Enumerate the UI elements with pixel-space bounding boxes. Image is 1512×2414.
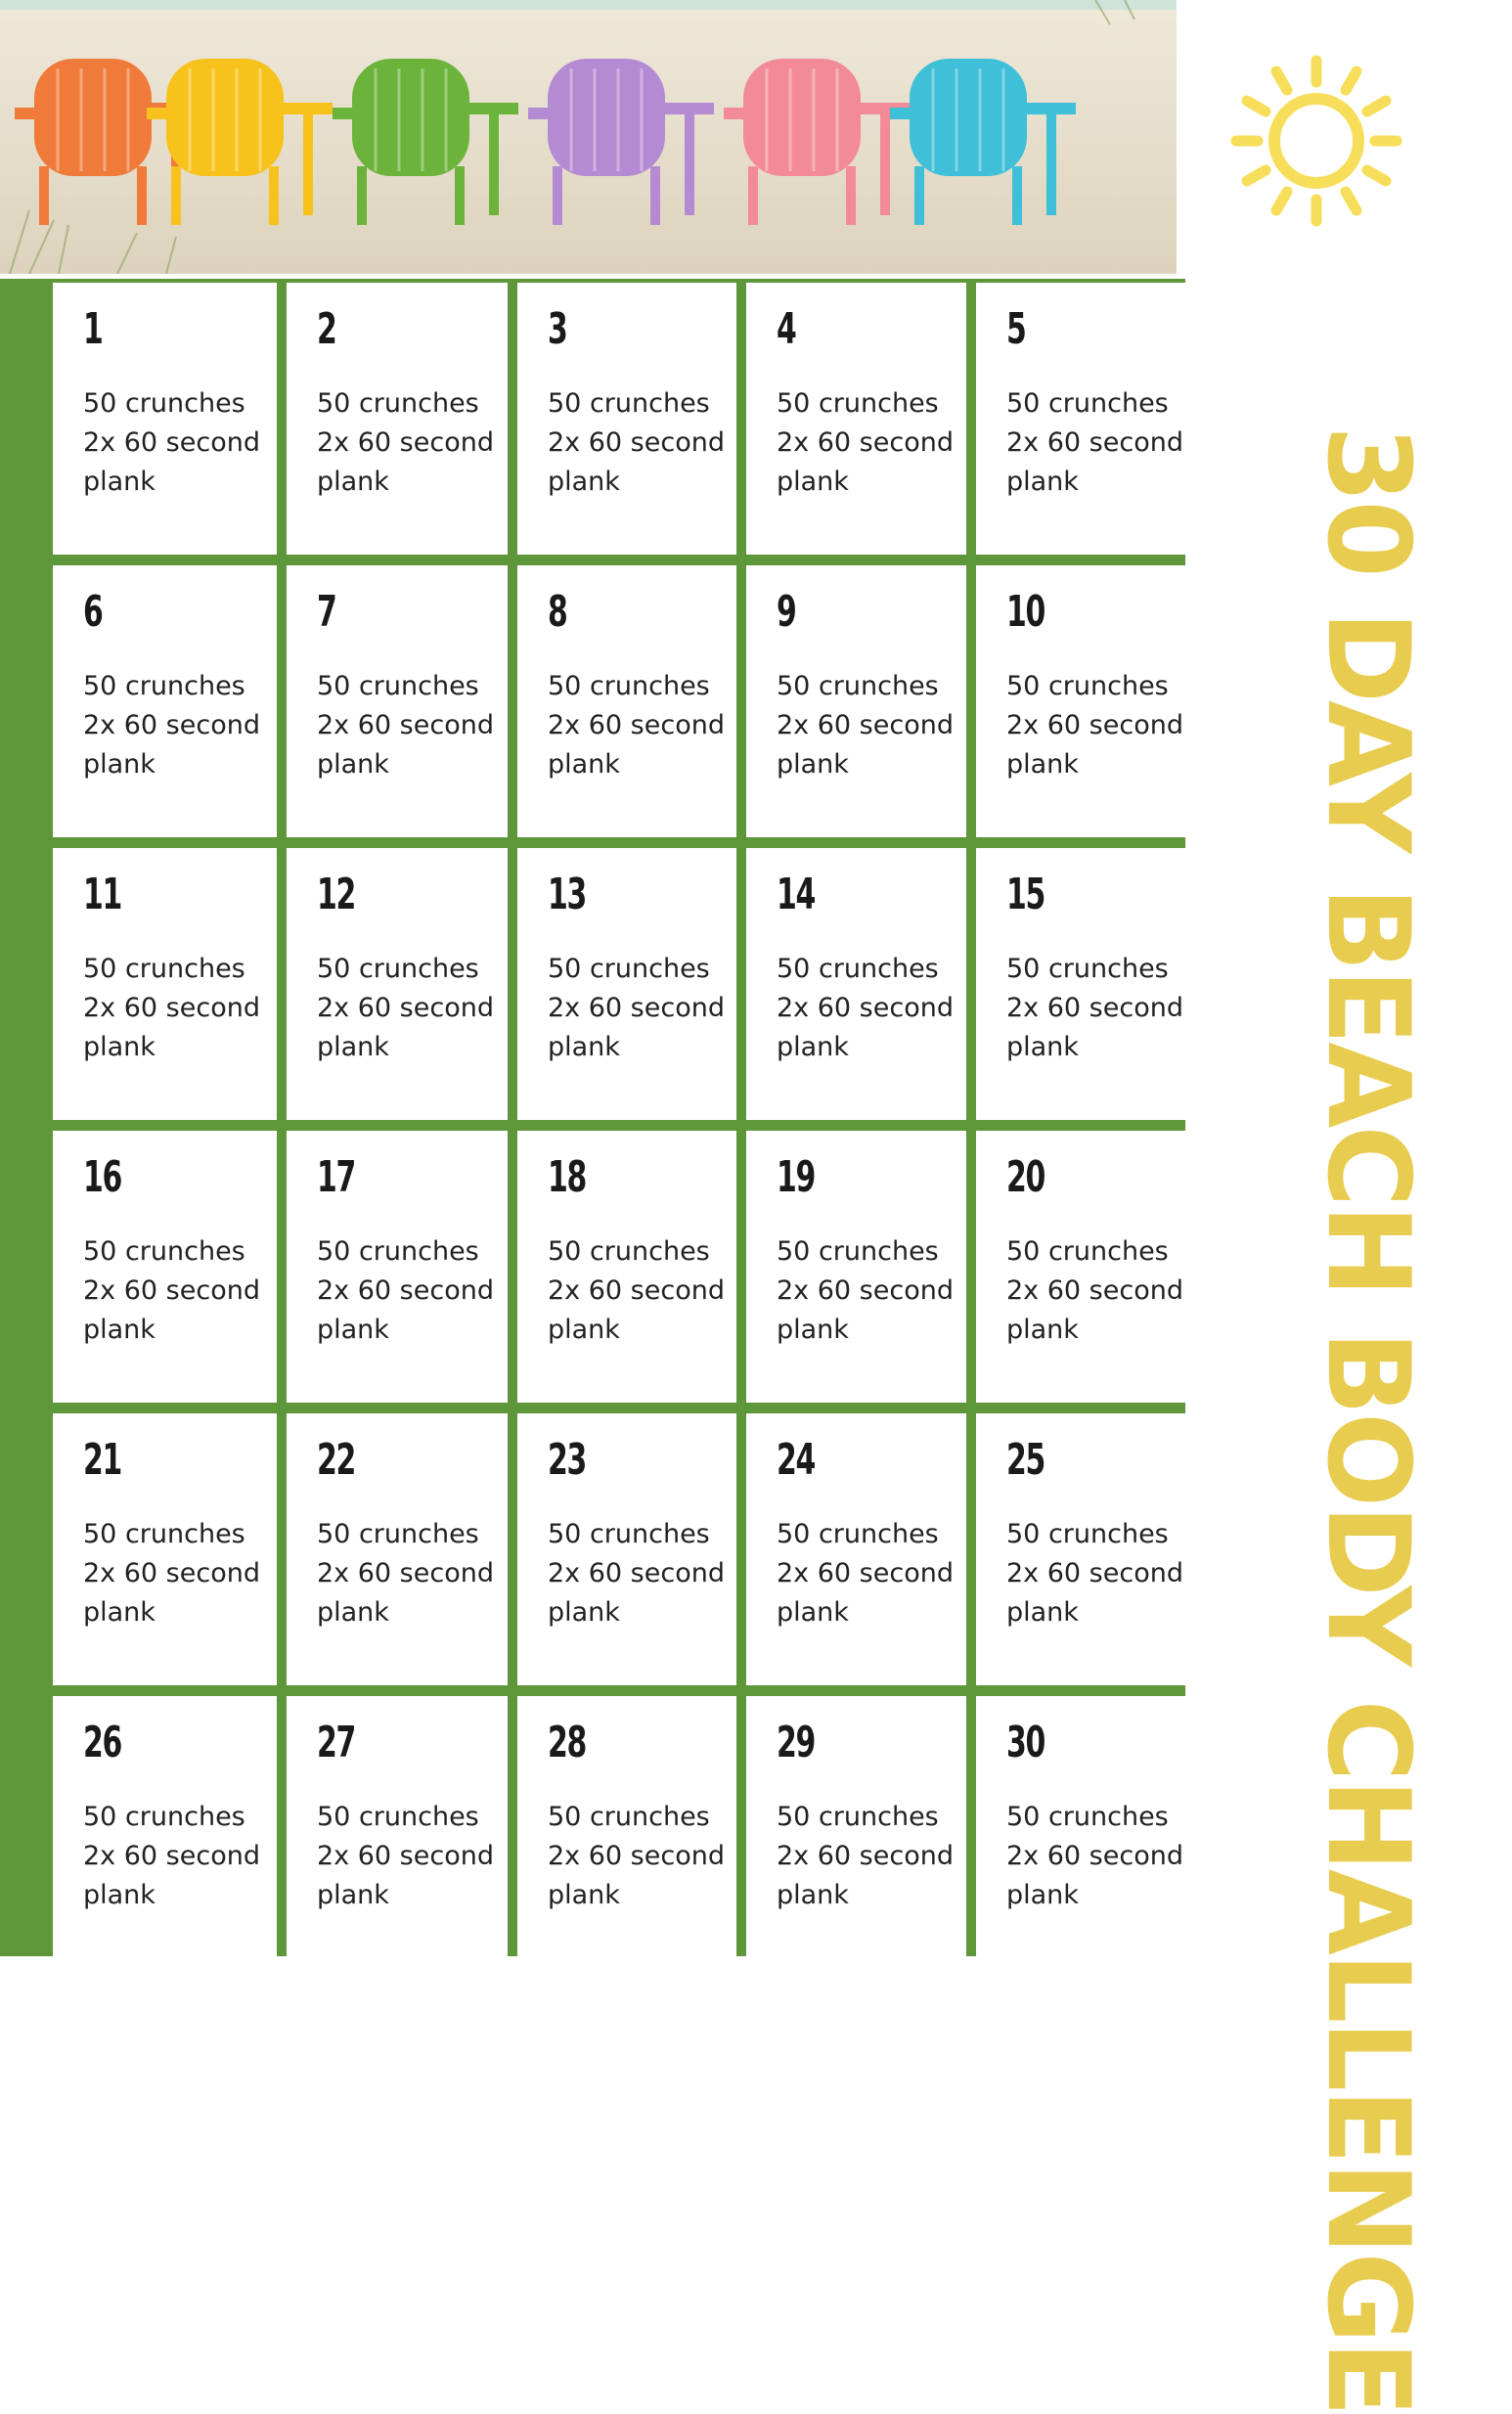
day-cell: [746, 565, 966, 837]
day-number: 20: [1006, 1152, 1045, 1202]
exercise-line: 2x 60 second: [317, 1558, 494, 1588]
exercise-line: 50 crunches: [1006, 1236, 1169, 1267]
day-cell: [746, 848, 966, 1120]
day-cell: [287, 848, 508, 1120]
day-exercise: [317, 1798, 508, 1915]
exercise-line: 2x 60 second: [777, 1275, 954, 1306]
day-exercise: [83, 1232, 277, 1350]
exercise-line: plank: [777, 1880, 849, 1910]
day-cell: [746, 1413, 966, 1685]
day-cell: [517, 1696, 736, 1968]
exercise-line: 2x 60 second: [317, 710, 494, 740]
day-exercise: [83, 950, 277, 1067]
exercise-line: 2x 60 second: [83, 1558, 260, 1588]
day-number: 9: [777, 587, 796, 637]
day-exercise: [777, 384, 966, 502]
day-cell: [517, 848, 736, 1120]
exercise-line: 50 crunches: [83, 671, 245, 701]
exercise-line: 50 crunches: [1006, 1802, 1169, 1832]
day-number: 19: [777, 1152, 815, 1202]
exercise-line: 50 crunches: [317, 954, 479, 984]
sun-ray: [1276, 192, 1287, 210]
day-exercise: [83, 667, 277, 784]
exercise-line: 2x 60 second: [777, 993, 954, 1023]
day-cell: [517, 565, 736, 837]
exercise-line: 50 crunches: [548, 1519, 710, 1549]
day-cell: [287, 1696, 508, 1968]
exercise-line: plank: [1006, 1597, 1079, 1628]
day-cell: [287, 565, 508, 837]
exercise-line: 50 crunches: [1006, 388, 1169, 419]
day-exercise: [1006, 667, 1193, 784]
day-exercise: [548, 384, 736, 502]
exercise-line: plank: [548, 1597, 620, 1628]
exercise-line: plank: [1006, 1032, 1079, 1062]
day-cell: [53, 283, 277, 555]
exercise-line: plank: [777, 467, 849, 497]
exercise-line: plank: [83, 467, 156, 497]
exercise-line: 2x 60 second: [317, 427, 494, 458]
exercise-line: 2x 60 second: [1006, 1841, 1183, 1871]
day-cell: [976, 1413, 1193, 1685]
sun-ray: [1247, 101, 1266, 112]
day-cell: [746, 283, 966, 555]
day-exercise: [777, 667, 966, 784]
exercise-line: 50 crunches: [317, 388, 479, 419]
exercise-line: 50 crunches: [777, 1236, 939, 1267]
day-cell: [976, 1696, 1193, 1968]
day-cell: [976, 1131, 1193, 1403]
exercise-line: 50 crunches: [1006, 671, 1169, 701]
exercise-line: plank: [317, 749, 389, 780]
day-number: 3: [548, 304, 567, 354]
exercise-line: plank: [83, 1315, 156, 1345]
exercise-line: 50 crunches: [83, 1802, 245, 1832]
day-cell: [53, 1696, 277, 1968]
day-exercise: [777, 1515, 966, 1632]
sun-ray: [1276, 71, 1287, 90]
day-number: 22: [317, 1435, 355, 1485]
day-exercise: [83, 384, 277, 502]
day-exercise: [548, 667, 736, 784]
exercise-line: plank: [83, 749, 156, 780]
exercise-line: 50 crunches: [1006, 954, 1169, 984]
day-number: 10: [1006, 587, 1045, 637]
calendar-grid-background: [53, 279, 1185, 1956]
exercise-line: 2x 60 second: [317, 1841, 494, 1871]
exercise-line: 2x 60 second: [777, 1558, 954, 1588]
exercise-line: 50 crunches: [83, 388, 245, 419]
exercise-line: plank: [317, 1880, 389, 1910]
day-number: 7: [317, 587, 336, 637]
day-cell: [287, 283, 508, 555]
day-exercise: [317, 667, 508, 784]
sun-ray: [1346, 71, 1356, 90]
exercise-line: 50 crunches: [548, 954, 710, 984]
day-exercise: [1006, 950, 1193, 1067]
day-exercise: [1006, 384, 1193, 502]
day-cell: [287, 1413, 508, 1685]
exercise-line: 2x 60 second: [83, 710, 260, 740]
exercise-line: plank: [548, 1315, 620, 1345]
day-exercise: [1006, 1798, 1193, 1915]
exercise-line: 2x 60 second: [548, 1841, 725, 1871]
exercise-line: 50 crunches: [548, 1802, 710, 1832]
exercise-line: 50 crunches: [317, 1236, 479, 1267]
exercise-line: 50 crunches: [548, 1236, 710, 1267]
exercise-line: 50 crunches: [317, 671, 479, 701]
page-title: 30 DAY BEACH BODY CHALLENGE: [1302, 425, 1436, 2414]
exercise-line: 50 crunches: [83, 1236, 245, 1267]
day-number: 6: [83, 587, 103, 637]
exercise-line: 2x 60 second: [317, 993, 494, 1023]
exercise-line: 50 crunches: [317, 1519, 479, 1549]
day-cell: [53, 848, 277, 1120]
exercise-line: plank: [548, 1032, 620, 1062]
exercise-line: 2x 60 second: [83, 1275, 260, 1306]
exercise-line: 50 crunches: [777, 671, 939, 701]
exercise-line: 2x 60 second: [777, 1841, 954, 1871]
exercise-line: 2x 60 second: [548, 427, 725, 458]
day-exercise: [777, 1798, 966, 1915]
day-cell: [976, 283, 1193, 555]
exercise-line: plank: [1006, 1880, 1079, 1910]
sun-ray: [1346, 192, 1356, 210]
day-number: 11: [83, 870, 121, 919]
day-cell: [517, 1131, 736, 1403]
exercise-line: 50 crunches: [317, 1802, 479, 1832]
day-exercise: [548, 1232, 736, 1350]
day-exercise: [317, 950, 508, 1067]
day-number: 27: [317, 1718, 355, 1767]
beach-chairs-banner: [0, 0, 1177, 274]
left-green-bar: [0, 279, 53, 1956]
exercise-line: 2x 60 second: [548, 993, 725, 1023]
exercise-line: plank: [777, 749, 849, 780]
exercise-line: plank: [317, 1032, 389, 1062]
exercise-line: plank: [777, 1032, 849, 1062]
day-number: 1: [83, 304, 103, 354]
day-number: 30: [1006, 1718, 1045, 1767]
exercise-line: plank: [777, 1315, 849, 1345]
day-number: 12: [317, 870, 355, 919]
sun-ray: [1367, 101, 1386, 112]
day-number: 2: [317, 304, 336, 354]
day-cell: [517, 1413, 736, 1685]
day-cell: [746, 1131, 966, 1403]
exercise-line: 2x 60 second: [777, 427, 954, 458]
exercise-line: 2x 60 second: [83, 993, 260, 1023]
day-number: 14: [777, 870, 815, 919]
exercise-line: 2x 60 second: [1006, 427, 1183, 458]
exercise-line: plank: [317, 1315, 389, 1345]
day-number: 28: [548, 1718, 586, 1767]
exercise-line: 50 crunches: [83, 954, 245, 984]
day-exercise: [83, 1515, 277, 1632]
calendar-grid: [53, 283, 1185, 1956]
day-cell: [53, 1413, 277, 1685]
day-exercise: [317, 384, 508, 502]
exercise-line: 50 crunches: [1006, 1519, 1169, 1549]
day-number: 5: [1006, 304, 1026, 354]
day-exercise: [777, 1232, 966, 1350]
day-exercise: [317, 1232, 508, 1350]
beach-chairs-image: [0, 0, 1177, 274]
day-exercise: [548, 950, 736, 1067]
exercise-line: 2x 60 second: [83, 1841, 260, 1871]
exercise-line: 2x 60 second: [1006, 1275, 1183, 1306]
exercise-line: plank: [777, 1597, 849, 1628]
day-number: 23: [548, 1435, 586, 1485]
exercise-line: 50 crunches: [777, 388, 939, 419]
exercise-line: 2x 60 second: [777, 710, 954, 740]
day-number: 21: [83, 1435, 121, 1485]
exercise-line: 50 crunches: [548, 671, 710, 701]
day-number: 15: [1006, 870, 1045, 919]
exercise-line: 2x 60 second: [548, 1275, 725, 1306]
exercise-line: 2x 60 second: [548, 710, 725, 740]
exercise-line: 2x 60 second: [1006, 993, 1183, 1023]
exercise-line: 2x 60 second: [83, 427, 260, 458]
exercise-line: plank: [548, 467, 620, 497]
day-number: 26: [83, 1718, 121, 1767]
day-cell: [746, 1696, 966, 1968]
sun-icon: [1226, 51, 1406, 231]
exercise-line: 2x 60 second: [1006, 710, 1183, 740]
exercise-line: plank: [548, 749, 620, 780]
day-number: 25: [1006, 1435, 1045, 1485]
day-number: 4: [777, 304, 796, 354]
day-number: 24: [777, 1435, 815, 1485]
day-cell: [976, 565, 1193, 837]
day-cell: [976, 848, 1193, 1120]
day-number: 18: [548, 1152, 586, 1202]
exercise-line: 50 crunches: [777, 1802, 939, 1832]
day-number: 13: [548, 870, 586, 919]
exercise-line: plank: [83, 1880, 156, 1910]
day-exercise: [777, 950, 966, 1067]
day-exercise: [1006, 1515, 1193, 1632]
day-cell: [53, 565, 277, 837]
day-cell: [287, 1131, 508, 1403]
exercise-line: 2x 60 second: [548, 1558, 725, 1588]
day-exercise: [548, 1515, 736, 1632]
exercise-line: plank: [548, 1880, 620, 1910]
exercise-line: 50 crunches: [83, 1519, 245, 1549]
day-cell: [517, 283, 736, 555]
exercise-line: plank: [83, 1597, 156, 1628]
exercise-line: 50 crunches: [548, 388, 710, 419]
day-exercise: [548, 1798, 736, 1915]
exercise-line: 2x 60 second: [1006, 1558, 1183, 1588]
day-number: 8: [548, 587, 567, 637]
day-number: 29: [777, 1718, 815, 1767]
sun-ray: [1247, 170, 1266, 181]
day-exercise: [83, 1798, 277, 1915]
exercise-line: plank: [317, 1597, 389, 1628]
day-number: 17: [317, 1152, 355, 1202]
exercise-line: 2x 60 second: [317, 1275, 494, 1306]
exercise-line: 50 crunches: [777, 954, 939, 984]
day-exercise: [1006, 1232, 1193, 1350]
exercise-line: plank: [83, 1032, 156, 1062]
day-number: 16: [83, 1152, 121, 1202]
sun-ray: [1367, 170, 1386, 181]
exercise-line: 50 crunches: [777, 1519, 939, 1549]
exercise-line: plank: [1006, 467, 1079, 497]
exercise-line: plank: [317, 467, 389, 497]
exercise-line: plank: [1006, 749, 1079, 780]
exercise-line: plank: [1006, 1315, 1079, 1345]
day-exercise: [317, 1515, 508, 1632]
day-cell: [53, 1131, 277, 1403]
